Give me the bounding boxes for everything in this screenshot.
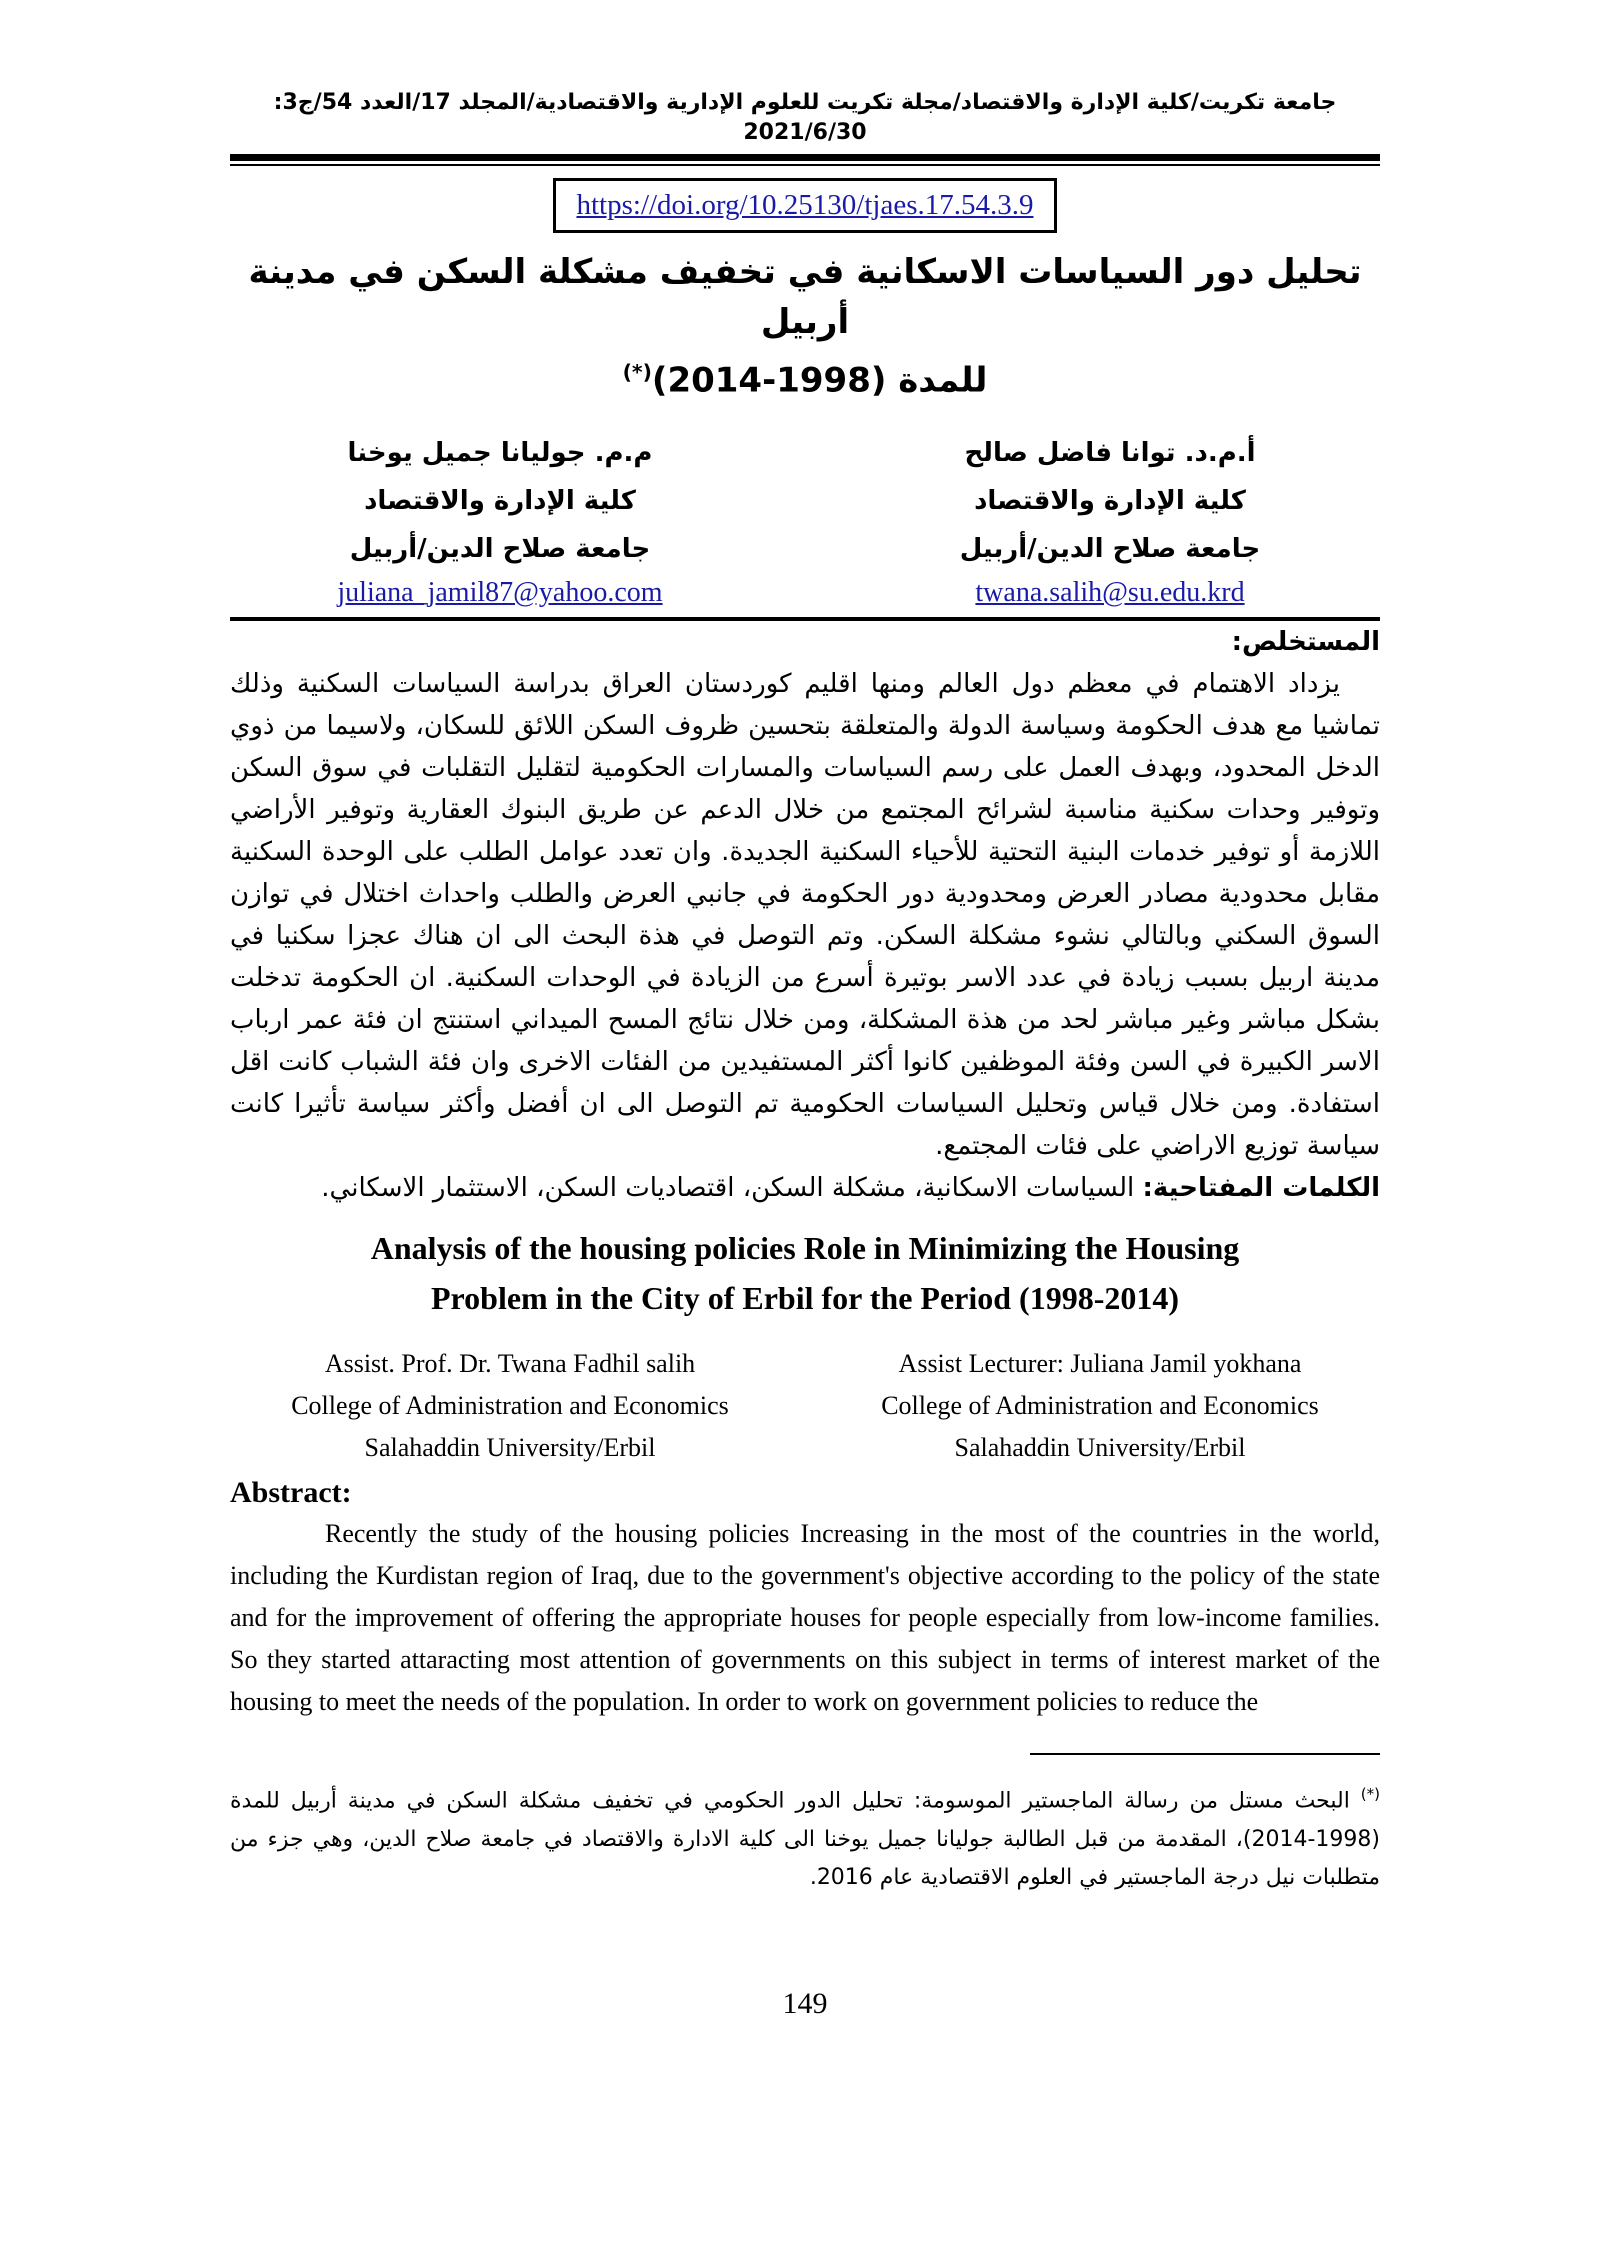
author1-ar	[840, 429, 1380, 613]
text-line: لتقليل التقلبات في سوق السكن وتوفير وحدات سكنية مناسبة لشرائح المجتمع من خلال الدعم عن	[230, 753, 1381, 826]
title-en-line2: Problem in the City of Erbil for the Period (1998-2014)	[430, 1280, 1180, 1317]
doi-wrap	[230, 178, 1380, 233]
author2-en	[820, 1343, 1380, 1469]
text-line: في عدد الاسر بوتيرة أسرع من الزيادة في الوحدات السكنية. ان الحكومة تدخلت بشكل مباشر	[230, 963, 1380, 1036]
page	[230, 0, 1380, 2081]
author2-name-en: Assist Lecturer: Juliana Jamil yokhana	[898, 1349, 1302, 1379]
text-line: in the world, including the Kurdistan region of Iraq, due to the government's objective	[230, 1519, 1380, 1591]
footnote-body	[230, 1775, 1380, 1896]
text-line: attention of governments on this subject in terms of interest market of the housing to	[230, 1645, 1380, 1717]
text-line: كانت اقل استفادة. ومن خلال قياس وتحليل السياسات الحكومية تم التوصل الى ان أفضل وأكثر	[230, 1047, 1380, 1120]
text-line: السكنية وذلك تماشيا مع هدف الحكومة وسياسة الدولة والمتعلقة بتحسين ظروف السكن اللائق	[230, 669, 1380, 742]
author2-name-ar: م.م. جوليانا جميل يوخنا	[347, 438, 653, 469]
abstract-en-heading: Abstract:	[230, 1476, 352, 1510]
author2-ar	[230, 429, 770, 613]
footnote-rule	[1030, 1753, 1380, 1755]
title-en-line1: Analysis of the housing policies Role in Minimizing the Housing	[370, 1230, 1240, 1267]
text-line: البحث مستل من رسالة الماجستير الموسومة: تحليل الدور الحكومي في تخفيف مشكلة السكن في مدينة أربيل للمدة	[230, 1788, 1350, 1814]
author2-university-ar: جامعة صلاح الدين/أربيل	[349, 534, 651, 565]
journal-header: جامعة تكريت/كلية الإدارة والاقتصاد/مجلة تكريت للعلوم الإدارية والاقتصادية/المجلد 17/العدد 54/ج3: 2021/6/30	[273, 90, 1337, 145]
header-rule	[230, 154, 1380, 161]
text-line: وغير مباشر لحد من هذة المشكلة، ومن خلال نتائج المسح الميداني استنتج ان فئة عمر ارباب	[230, 1005, 1232, 1036]
author1-name-en: Assist. Prof. Dr. Twana Fadhil salih	[324, 1349, 696, 1379]
text-line: according to the policy of the state and for the improvement of offering the appropriate	[230, 1561, 1381, 1633]
doi-box	[553, 178, 1056, 233]
title-ar	[230, 247, 1380, 405]
header-rule-thin	[230, 164, 1380, 166]
text-line: (1998-2014)، المقدمة من قبل الطالبة جوليانا جميل يوخنا الى كلية الادارة والاقتصاد في جامعة صلاح الدين،	[362, 1826, 1380, 1852]
title-ar-period: للمدة (1998-2014)	[651, 360, 988, 401]
author2-university-en: Salahaddin University/Erbil	[954, 1433, 1246, 1463]
text-line: دور الحكومة في جانبي العرض والطلب واحداث اختلال في توازن السوق السكني وبالتالي نشوء	[230, 879, 1380, 952]
author1-university-en: Salahaddin University/Erbil	[364, 1433, 656, 1463]
abstract-ar-body	[230, 663, 1380, 1167]
author2-college-en: College of Administration and Economics	[881, 1391, 1319, 1421]
author1-university-ar: جامعة صلاح الدين/أربيل	[959, 534, 1261, 565]
author2-email[interactable]: juliana_jamil87@yahoo.com	[337, 577, 663, 609]
text-line: وهي جزء من متطلبات نيل درجة الماجستير في العلوم الاقتصادية عام 2016.	[230, 1826, 1380, 1890]
authors-en	[230, 1343, 1380, 1469]
text-line: للسكان، ولاسيما من ذوي الدخل المحدود، وبهدف العمل على رسم السياسات والمسارات الحكومية	[230, 711, 1380, 784]
author1-college-ar: كلية الإدارة والاقتصاد	[974, 486, 1246, 517]
footnote	[230, 1753, 1380, 1896]
text-line: Recently the study of the housing policies Increasing in the most of the countries	[325, 1519, 1228, 1549]
abstract-ar-heading: المستخلص:	[1231, 627, 1380, 658]
author2-college-ar: كلية الإدارة والاقتصاد	[364, 486, 636, 517]
title-footnote-mark: (*)	[622, 360, 652, 384]
text-line: يزداد الاهتمام في معظم دول العالم ومنها اقليم كوردستان العراق بدراسة السياسات	[392, 669, 1341, 700]
keywords-ar-label: الكلمات المفتاحية:	[1142, 1173, 1380, 1204]
abstract-en-body	[230, 1513, 1380, 1723]
title-en	[230, 1223, 1380, 1323]
keywords-ar	[230, 1167, 1380, 1209]
author1-name-ar: أ.م.د. توانا فاضل صالح	[964, 438, 1256, 469]
footnote-mark: (*)	[1360, 1785, 1380, 1804]
text-line: طريق البنوك العقارية وتوفير الأراضي اللازمة أو توفير خدمات البنية التحتية للأحياء السكنية	[230, 795, 1381, 868]
text-line: الاسر الكبيرة في السن وفئة الموظفين كانوا أكثر المستفيدين من الفئات الاخرى وان فئة الشباب	[340, 1047, 1380, 1078]
author1-en	[230, 1343, 790, 1469]
doi-link[interactable]: https://doi.org/10.25130/tjaes.17.54.3.9	[576, 189, 1034, 221]
text-line: مشكلة السكن. وتم التوصل في هذة البحث الى ان هناك عجزا سكنيا في مدينة اربيل بسبب زيادة	[230, 921, 1380, 994]
text-line: houses for people especially from low-income families. So they started attaracting most	[230, 1603, 1381, 1675]
author1-email[interactable]: twana.salih@su.edu.krd	[975, 577, 1245, 609]
title-ar-line2	[230, 347, 1380, 405]
keywords-ar-list: السياسات الاسكانية، مشكلة السكن، اقتصاديات السكن، الاستثمار الاسكاني.	[321, 1173, 1143, 1204]
authors-ar	[230, 429, 1380, 613]
page-number: 149	[782, 1986, 828, 2020]
title-ar-line1: تحليل دور السياسات الاسكانية في تخفيف مشكلة السكن في مدينة أربيل	[248, 252, 1362, 342]
text-line: الجديدة. وان تعدد عوامل الطلب على الوحدة السكنية مقابل محدودية مصادر العرض ومحدودية	[230, 837, 1381, 910]
author1-college-en: College of Administration and Economics	[291, 1391, 729, 1421]
text-line: سياسة تأثيرا كانت سياسة توزيع الاراضي على فئات المجتمع.	[230, 1089, 1380, 1162]
text-line: meet the needs of the population. In order to work on government policies to reduce the	[345, 1687, 1259, 1717]
